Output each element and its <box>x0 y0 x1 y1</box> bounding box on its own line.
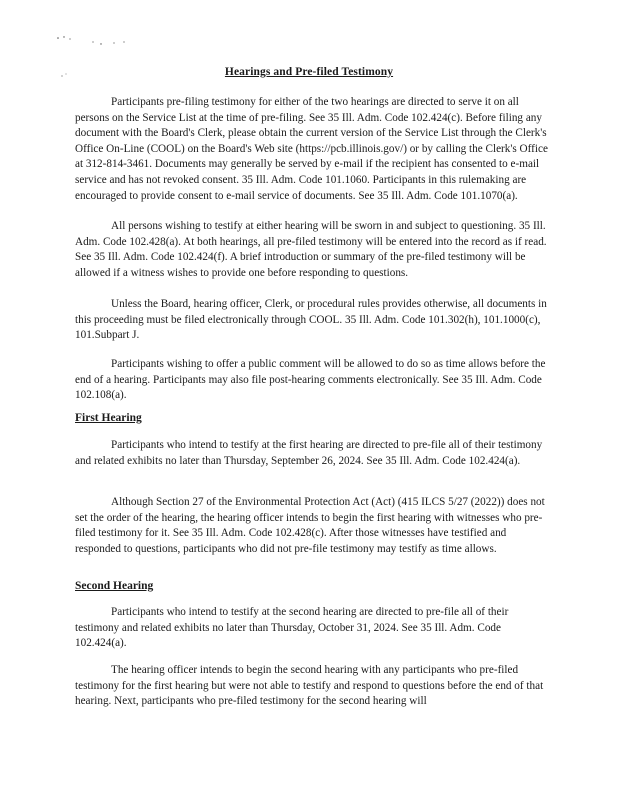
second-hearing-paragraph-1: Participants who intend to testify at the second hearing are directed to pre-file all of their testimony and related exhibits no later than Thursday, October 31, 2024. See 35 Ill. Adm. Code 102.424(a). <box>75 606 509 650</box>
scan-artifact-specks <box>56 36 146 86</box>
first-hearing-paragraph-1: Participants who intend to testify at the first hearing are directed to pre-file all of their testimony and related exhibits no later than Thursday, September 26, 2024. See 35 Ill. Adm. Code 102.424(a). <box>75 439 543 467</box>
intro-paragraph-1: Participants pre-filing testimony for either of the two hearings are directed to serve it on all persons on the Service List at the time of pre-filing. See 35 Ill. Adm. Code 102.424(c). Before filing any document with the Board's Clerk, please obtain the current version of the Service List through the Clerk's Office On-Line (COOL) on the Board's Web site (https://pcb.illinois.gov/) or by calling the Clerk's Office at 312-814-3461. Documents may generally be served by e-mail if the recipient has consented to e-mail service and has not revoked consent. 35 Ill. Adm. Code 101.1060. Participants in this rulemaking are encouraged to provide consent to e-mail service of documents. See 35 Ill. Adm. Code 101.1070(a). <box>75 96 548 202</box>
first-hearing-heading: First Hearing <box>75 412 142 424</box>
intro-paragraph-2-block <box>75 219 551 281</box>
second-hearing-heading: Second Hearing <box>75 580 154 592</box>
first-hearing-paragraph-1-block <box>75 438 551 469</box>
intro-paragraph-1-block <box>75 95 551 204</box>
intro-paragraph-3: Unless the Board, hearing officer, Clerk, or procedural rules provides otherwise, all documents in this proceeding must be filed electronically through COOL. 35 Ill. Adm. Code 101.302(h), 101.1000(c), 101.Subpart J. <box>75 298 547 342</box>
intro-paragraph-3-block <box>75 297 551 344</box>
first-hearing-paragraph-2-block <box>75 495 551 557</box>
second-hearing-paragraph-2-block <box>75 663 551 711</box>
first-hearing-paragraph-2: Although Section 27 of the Environmental Protection Act (Act) (415 ILCS 5/27 (2022)) does not set the order of the hearing, the hearing officer intends to begin the first hearing with witnesses who pre-filed testimony for it. See 35 Ill. Adm. Code 102.428(c). After those witnesses have testified and responded to questions, participants who did not pre-file testimony may testify as time allows. <box>75 496 545 555</box>
intro-paragraph-4: Participants wishing to offer a public comment will be allowed to do so as time allows before the end of a hearing. Participants may also file post-hearing comments electronically. See 35 Ill. Adm. Code 102.108(a). <box>75 358 546 402</box>
second-hearing-paragraph-2: The hearing officer intends to begin the second hearing with any participants who pre-filed testimony for the first hearing but were not able to testify and respond to questions before the end of that hearing. Next, participants who pre-filed testimony for the second hearing will <box>75 664 544 708</box>
intro-paragraph-4-block <box>75 357 551 404</box>
second-hearing-paragraph-1-block <box>75 605 551 652</box>
page-title: Hearings and Pre-filed Testimony <box>224 66 394 78</box>
intro-paragraph-2: All persons wishing to testify at either hearing will be sworn in and subject to questioning. 35 Ill. Adm. Code 102.428(a). At both hearings, all pre-filed testimony will be entered into the record as if read. See 35 Ill. Adm. Code 102.424(f). A brief introduction or summary of the pre-filed testimony will be allowed if a witness wishes to provide one before responding to questions. <box>75 220 547 279</box>
